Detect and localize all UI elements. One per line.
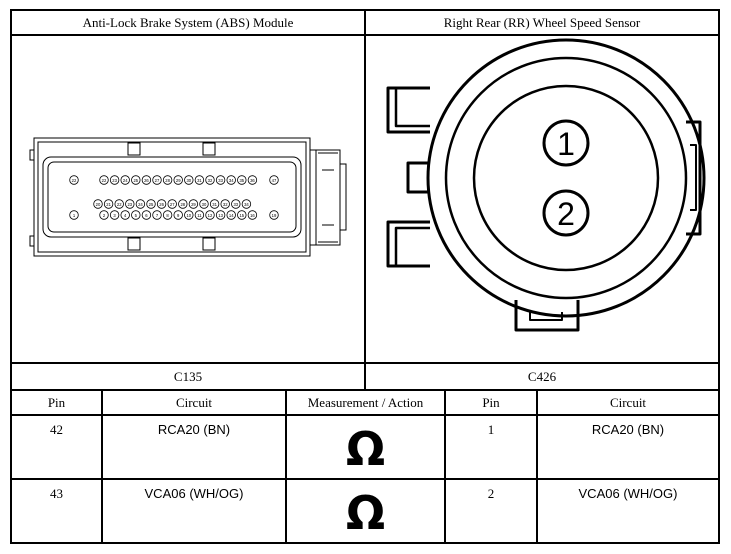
svg-text:34: 34 <box>228 177 234 183</box>
row1-circuit-b: RCA20 (BN) <box>591 422 665 437</box>
svg-text:23: 23 <box>127 201 133 207</box>
svg-text:30: 30 <box>201 201 207 207</box>
svg-text:22: 22 <box>101 177 107 183</box>
svg-text:13: 13 <box>218 212 223 218</box>
svg-text:2: 2 <box>102 212 106 218</box>
svg-text:33: 33 <box>218 177 223 183</box>
svg-text:27: 27 <box>169 201 175 207</box>
svg-text:34: 34 <box>244 201 249 207</box>
ohm-icon: Ω <box>345 422 386 476</box>
svg-text:36: 36 <box>250 177 255 183</box>
svg-text:25: 25 <box>133 177 139 183</box>
svg-text:21: 21 <box>106 201 111 207</box>
col-header-circuit-a: Circuit <box>175 394 213 410</box>
svg-text:47: 47 <box>271 177 277 183</box>
ohm-icon: Ω <box>345 486 386 540</box>
svg-text:24: 24 <box>138 201 143 207</box>
svg-text:28: 28 <box>165 177 170 183</box>
svg-text:7: 7 <box>155 212 159 218</box>
sensor-pin-2-label: 2 <box>557 196 575 232</box>
svg-text:5: 5 <box>134 212 137 218</box>
svg-text:27: 27 <box>154 177 160 183</box>
svg-text:22: 22 <box>116 201 122 207</box>
svg-text:12: 12 <box>207 212 213 218</box>
svg-text:1: 1 <box>72 212 76 218</box>
svg-text:3: 3 <box>113 212 116 218</box>
right-connector-id: C426 <box>527 368 557 384</box>
svg-text:31: 31 <box>212 201 217 207</box>
svg-text:9: 9 <box>177 212 180 218</box>
col-header-pin-b: Pin <box>482 394 500 410</box>
col-header-circuit-b: Circuit <box>609 394 647 410</box>
sensor-pin-1 <box>544 121 588 165</box>
col-header-pin-a: Pin <box>47 394 66 410</box>
row2-pin-a: 43 <box>50 486 63 501</box>
left-panel-title: Anti-Lock Brake System (ABS) Module <box>82 14 294 30</box>
svg-text:4: 4 <box>124 212 127 218</box>
svg-text:14: 14 <box>228 212 234 218</box>
row2-pin-b: 2 <box>487 486 495 501</box>
sensor-pin-1-label: 1 <box>557 126 575 162</box>
svg-text:19: 19 <box>271 212 277 218</box>
svg-text:24: 24 <box>122 177 128 183</box>
svg-text:29: 29 <box>191 201 196 207</box>
svg-text:8: 8 <box>166 212 169 218</box>
svg-text:32: 32 <box>222 201 228 207</box>
sensor-pin-2 <box>544 191 588 235</box>
svg-text:23: 23 <box>112 177 117 183</box>
svg-text:6: 6 <box>145 212 148 218</box>
row1-pin-b: 1 <box>487 422 495 437</box>
svg-text:29: 29 <box>175 177 181 183</box>
svg-text:11: 11 <box>197 212 202 218</box>
svg-text:22: 22 <box>71 177 77 183</box>
svg-text:30: 30 <box>186 177 192 183</box>
row2-circuit-b: VCA06 (WH/OG) <box>578 486 678 501</box>
row1-pin-a: 42 <box>50 422 63 437</box>
svg-text:20: 20 <box>95 201 101 207</box>
svg-text:33: 33 <box>233 201 239 207</box>
svg-text:26: 26 <box>159 201 164 207</box>
row2-circuit-a: VCA06 (WH/OG) <box>144 486 244 501</box>
right-panel-title: Right Rear (RR) Wheel Speed Sensor <box>443 14 641 30</box>
svg-text:25: 25 <box>148 201 154 207</box>
col-header-measurement: Measurement / Action <box>307 394 424 410</box>
svg-text:15: 15 <box>239 212 245 218</box>
svg-text:31: 31 <box>197 177 202 183</box>
svg-text:35: 35 <box>239 177 245 183</box>
left-connector-id: C135 <box>173 368 203 384</box>
svg-text:32: 32 <box>207 177 213 183</box>
svg-text:26: 26 <box>144 177 149 183</box>
svg-text:10: 10 <box>186 212 192 218</box>
row1-circuit-a: RCA20 (BN) <box>157 422 231 437</box>
svg-text:16: 16 <box>250 212 255 218</box>
svg-text:28: 28 <box>180 201 186 207</box>
